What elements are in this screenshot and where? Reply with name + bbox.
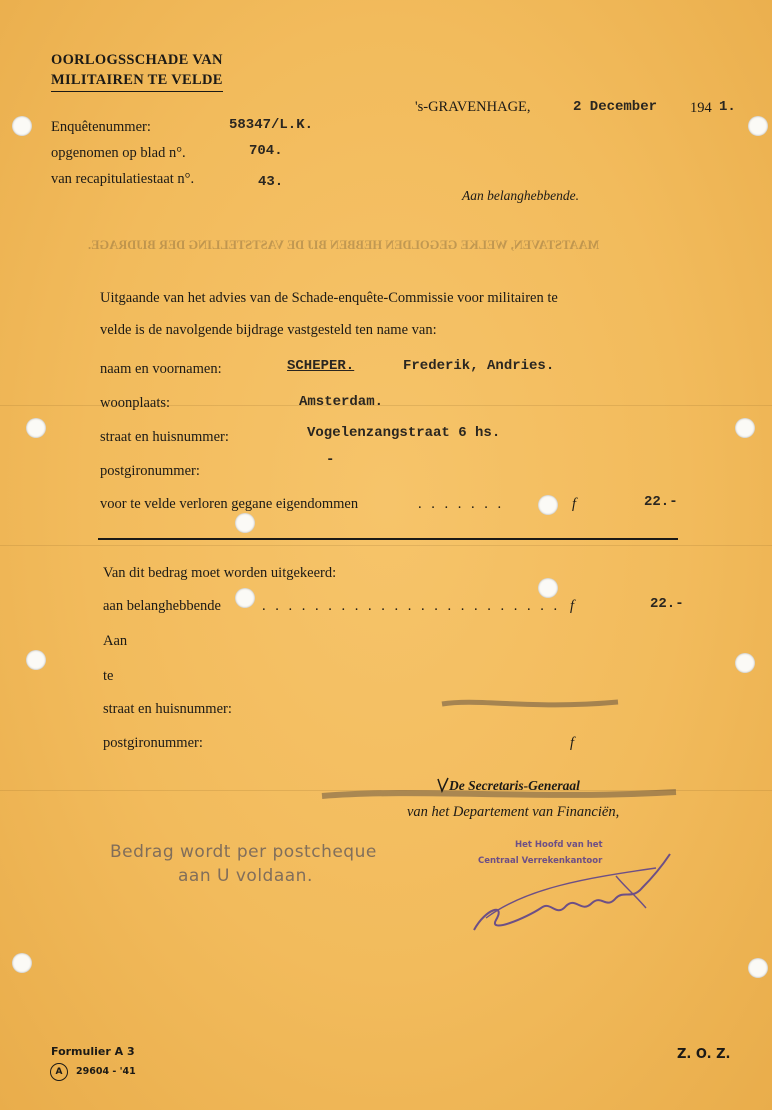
staat-value: 43. [258, 174, 284, 190]
punch-hole [748, 958, 768, 978]
punch-hole [748, 116, 768, 136]
payout-postgiro-label: postgironummer: [103, 735, 203, 751]
punch-hole [235, 513, 255, 533]
payment-stamp-line-1: Bedrag wordt per postcheque [110, 842, 377, 862]
woonplaats-label: woonplaats: [100, 395, 171, 411]
naam-label: naam en voornamen: [100, 361, 222, 377]
woonplaats-value: Amsterdam. [299, 394, 384, 410]
punch-hole [538, 495, 558, 515]
punch-hole [26, 418, 46, 438]
payout-straat-label: straat en huisnummer: [103, 701, 232, 717]
handwritten-signature [466, 848, 676, 940]
section-divider [98, 538, 678, 540]
punch-hole [735, 418, 755, 438]
verloren-label: voor te velde verloren gegane eigendommen [100, 496, 359, 512]
addressee: Aan belanghebbende. [462, 188, 579, 203]
payment-stamp-line-2: aan U voldaan. [178, 866, 313, 886]
punch-hole [12, 953, 32, 973]
currency-symbol: f [572, 496, 577, 512]
punch-hole [538, 578, 558, 598]
enquete-value: 58347/L.K. [229, 117, 314, 133]
office-stamp-line-2: Centraal Verrekenkantoor [478, 856, 603, 866]
straat-label: straat en huisnummer: [100, 429, 229, 445]
form-number: Formulier A 3 [51, 1045, 135, 1058]
publisher-mark-icon: A [50, 1063, 68, 1081]
issuer-line-2: MILITAIREN TE VELDE [51, 70, 223, 92]
enquete-label: Enquêtenummer: [51, 119, 151, 135]
punch-hole [235, 588, 255, 608]
postgiro-label: postgironummer: [100, 463, 200, 479]
intro-line-2: velde is de navolgende bijdrage vastgesteld ten name van: [100, 322, 437, 338]
dot-leader: . . . . . . . [418, 496, 505, 512]
signatory-title: De Secretaris-Generaal [449, 778, 580, 793]
payout-heading: Van dit bedrag moet worden uitgekeerd: [103, 565, 337, 581]
checkmark-icon [437, 777, 449, 793]
straat-value: Vogelenzangstraat 6 hs. [307, 425, 501, 441]
blad-value: 704. [249, 143, 283, 159]
currency-symbol: f [570, 598, 575, 614]
belang-label: aan belanghebbende [103, 598, 221, 614]
currency-symbol: f [570, 735, 575, 751]
intro-line-1: Uitgaande van het advies van de Schade-enquête-Commissie voor militairen te [100, 290, 558, 306]
staat-label: van recapitulatiestaat n°. [51, 171, 195, 187]
signatory-department: van het Departement van Financiën, [407, 804, 620, 820]
strike-scribble [440, 690, 620, 720]
turn-over-note: Z. O. Z. [677, 1047, 731, 1062]
office-stamp-line-1: Het Hoofd van het [515, 840, 603, 850]
year-prefix: 194 [690, 100, 712, 116]
fold-line [0, 545, 772, 546]
show-through-heading: MAATSTAVEN, WELKE GEGOLDEN HEBBEN BIJ DE VASTSTELLING DER BIJDRAGE. [88, 238, 600, 252]
issuer-header [51, 50, 223, 92]
postgiro-value: - [326, 452, 335, 468]
verloren-amount: 22.- [644, 494, 678, 510]
belang-amount: 22.- [650, 596, 684, 612]
year-suffix: 1. [719, 99, 736, 115]
naam-given: Frederik, Andries. [403, 358, 555, 374]
punch-hole [12, 116, 32, 136]
te-label: te [103, 668, 114, 684]
issuer-line-1: OORLOGSSCHADE VAN [51, 52, 223, 68]
dot-leader: . . . . . . . . . . . . . . . . . . . . . . . [262, 598, 561, 614]
punch-hole [735, 653, 755, 673]
city: 's-GRAVENHAGE, [415, 99, 531, 115]
blad-label: opgenomen op blad n°. [51, 145, 186, 161]
aan-label: Aan [103, 633, 128, 649]
date: 2 December [573, 99, 658, 115]
print-code: 29604 - '41 [76, 1066, 136, 1077]
naam-surname: SCHEPER. [287, 358, 355, 374]
punch-hole [26, 650, 46, 670]
